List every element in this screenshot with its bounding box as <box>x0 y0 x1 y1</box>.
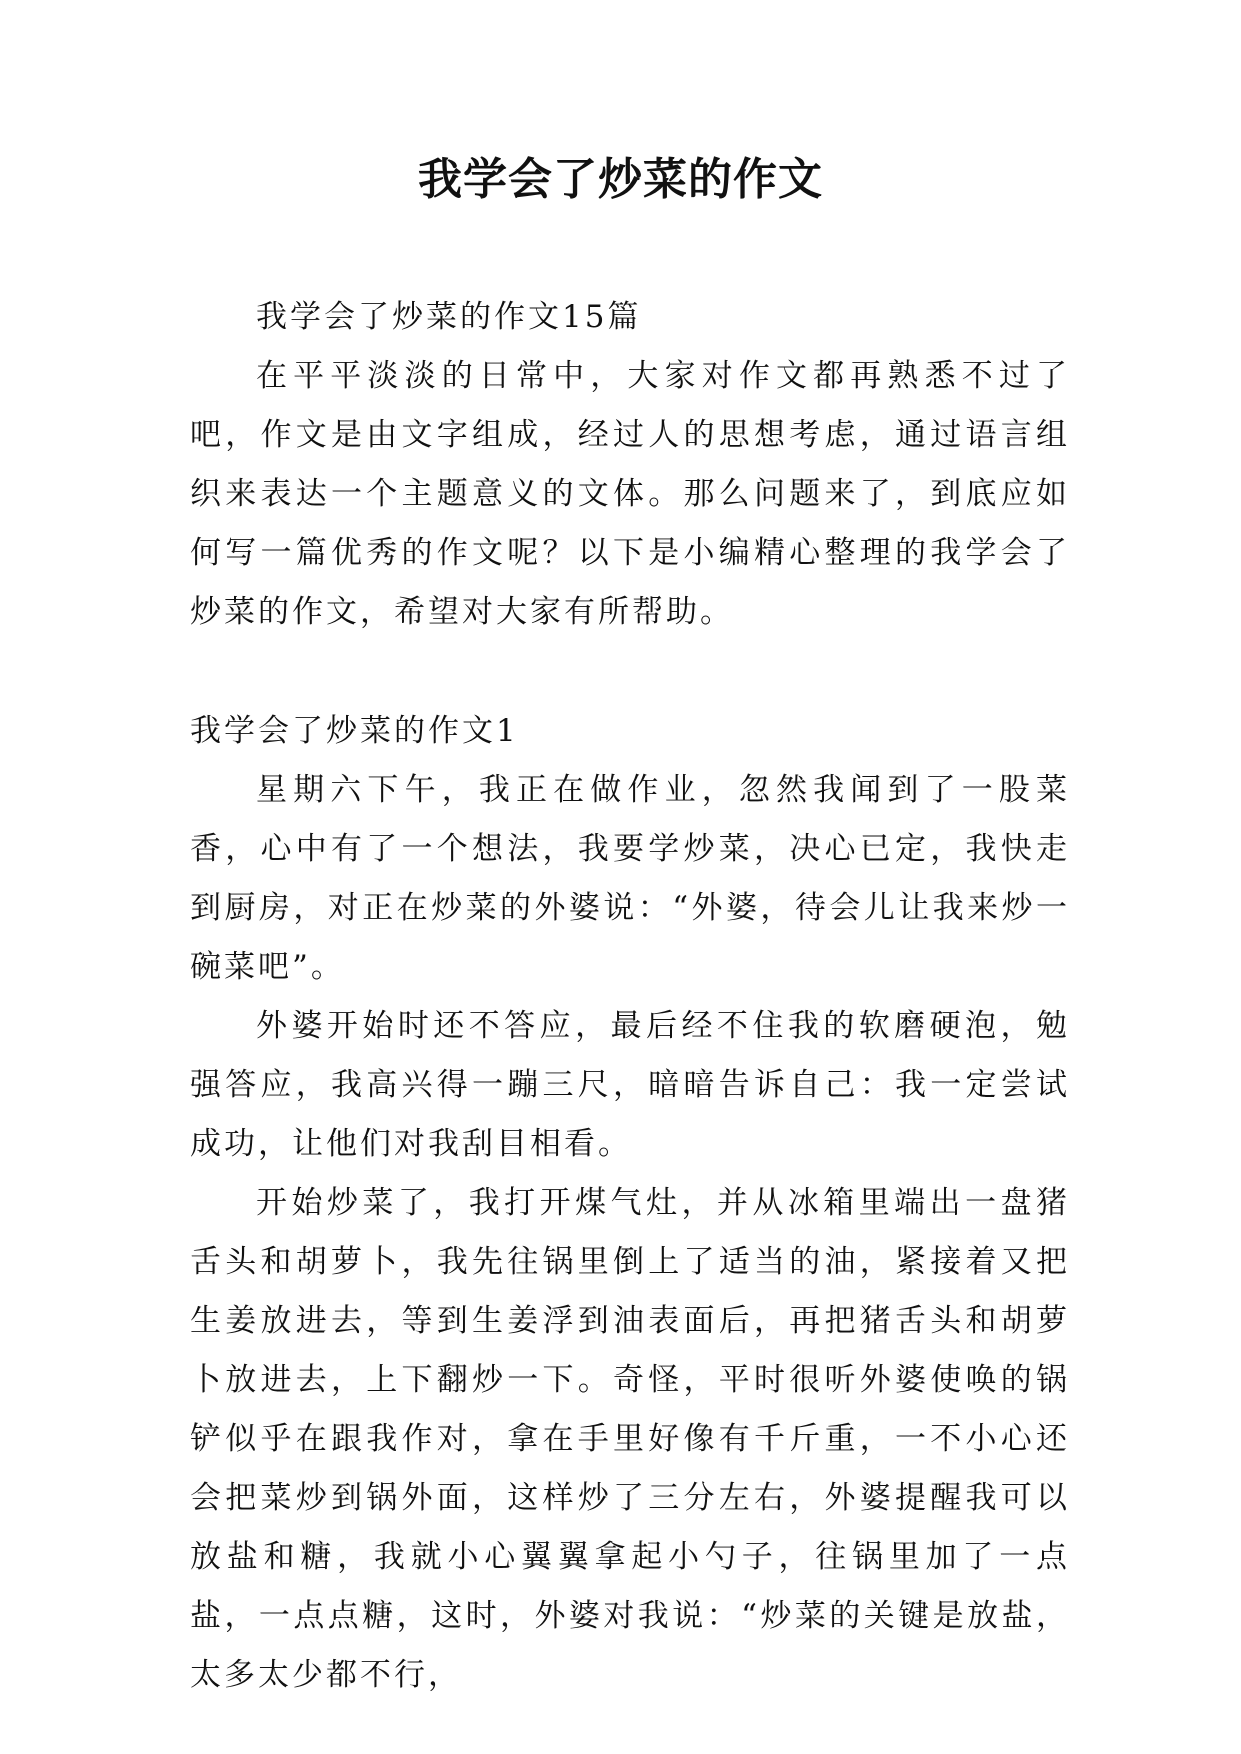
document-title: 我学会了炒菜的作文 <box>418 154 823 205</box>
intro-paragraph: 在平平淡淡的日常中，大家对作文都再熟悉不过了吧，作文是由文字组成，经过人的思想考虑，通过语言组织来表达一个主题意义的文体。那么问题来了，到底应如何写一篇优秀的作文呢？以下是小编精心整理的我学会了炒菜的作文，希望对大家有所帮助。 <box>190 358 1070 630</box>
body-paragraph-3: 开始炒菜了，我打开煤气灶，并从冰箱里端出一盘猪舌头和胡萝卜，我先往锅里倒上了适当的油，紧接着又把生姜放进去，等到生姜浮到油表面后，再把猪舌头和胡萝卜放进去，上下翻炒一下。奇怪，平时很听外婆使唤的锅铲似乎在跟我作对，拿在手里好像有千斤重，一不小心还会把菜炒到锅外面，这样炒了三分左右，外婆提醒我可以放盐和糖，我就小心翼翼拿起小勺子，往锅里加了一点盐，一点点糖，这时，外婆对我说：“炒菜的关键是放盐，太多太少都不行， <box>190 1185 1070 1693</box>
section-spacer <box>190 642 1070 702</box>
document-subtitle: 我学会了炒菜的作文15篇 <box>256 299 642 335</box>
document-body <box>190 288 1070 1705</box>
body-paragraph-1: 星期六下午，我正在做作业，忽然我闻到了一股菜香，心中有了一个想法，我要学炒菜，决心已定，我快走到厨房，对正在炒菜的外婆说：“外婆，待会儿让我来炒一碗菜吧”。 <box>190 772 1070 985</box>
section-heading: 我学会了炒菜的作文1 <box>190 713 519 749</box>
body-paragraph-2: 外婆开始时还不答应，最后经不住我的软磨硬泡，勉强答应，我高兴得一蹦三尺，暗暗告诉自己：我一定尝试成功，让他们对我刮目相看。 <box>190 1008 1070 1162</box>
